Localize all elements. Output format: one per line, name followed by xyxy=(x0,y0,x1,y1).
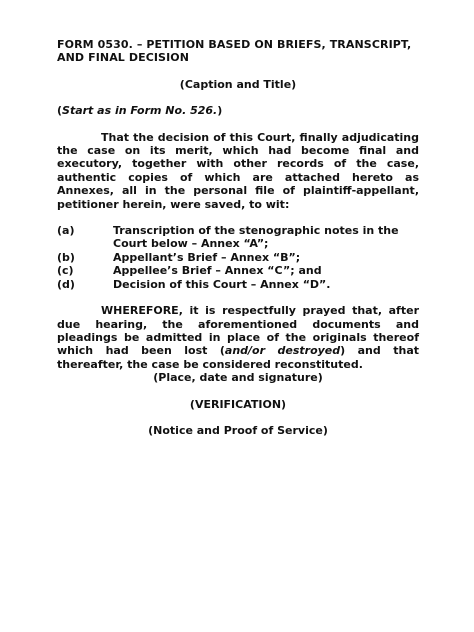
annex-text: Appellee’s Brief – Annex “C”; and xyxy=(113,264,322,278)
annex-label: (b) xyxy=(57,250,75,264)
wherefore-text-after: ) and that thereafter, the case be considered reconstituted. xyxy=(57,344,419,371)
caption-and-title: (Caption and Title) xyxy=(179,77,297,91)
annex-text: Appellant’s Brief – Annex “B”; xyxy=(113,250,301,264)
form-title-line-1: FORM 0530. – PETITION BASED ON BRIEFS, TRANSCRIPT, xyxy=(57,38,412,51)
start-instruction xyxy=(57,104,419,117)
start-open-paren: ( xyxy=(57,104,63,118)
annex-text: Transcription of the stenographic notes in the Court below – Annex “A”; xyxy=(113,224,399,251)
wherefore-paragraph xyxy=(57,304,419,371)
start-instruction-text: Start as in Form No. 526. xyxy=(62,104,218,118)
annex-label: (c) xyxy=(57,264,74,278)
annex-text: Decision of this Court – Annex “D”. xyxy=(113,277,331,291)
annex-item-a xyxy=(57,224,419,251)
annex-label: (d) xyxy=(57,277,75,291)
place-date-signature: (Place, date and signature) xyxy=(153,371,323,385)
form-title xyxy=(57,38,419,65)
annex-item-d xyxy=(57,278,419,291)
start-close-paren: ) xyxy=(217,104,223,118)
annex-label: (a) xyxy=(57,224,75,238)
annex-item-b xyxy=(57,251,419,264)
form-title-line-2: AND FINAL DECISION xyxy=(57,51,190,65)
wherefore-text-before: WHEREFORE, it is respectfully prayed that, after due hearing, the aforementioned documents and pleadings be admitted in place of the originals thereof which had been lost ( xyxy=(57,304,419,358)
petition-paragraph-1: That the decision of this Court, finally adjudicating the case on its merit, which had become final and executory, together with other records of the case, authentic copies of which are attached hereto as Annexes, all in the personal file of plaintiff-appellant, petitioner herein, were saved, to wit: xyxy=(57,130,419,211)
annex-item-c xyxy=(57,264,419,277)
notice-proof-of-service: (Notice and Proof of Service) xyxy=(148,423,328,437)
verification-heading: (VERIFICATION) xyxy=(189,397,287,411)
annex-list xyxy=(57,224,419,291)
wherefore-text-italic: and/or destroyed xyxy=(224,344,341,358)
